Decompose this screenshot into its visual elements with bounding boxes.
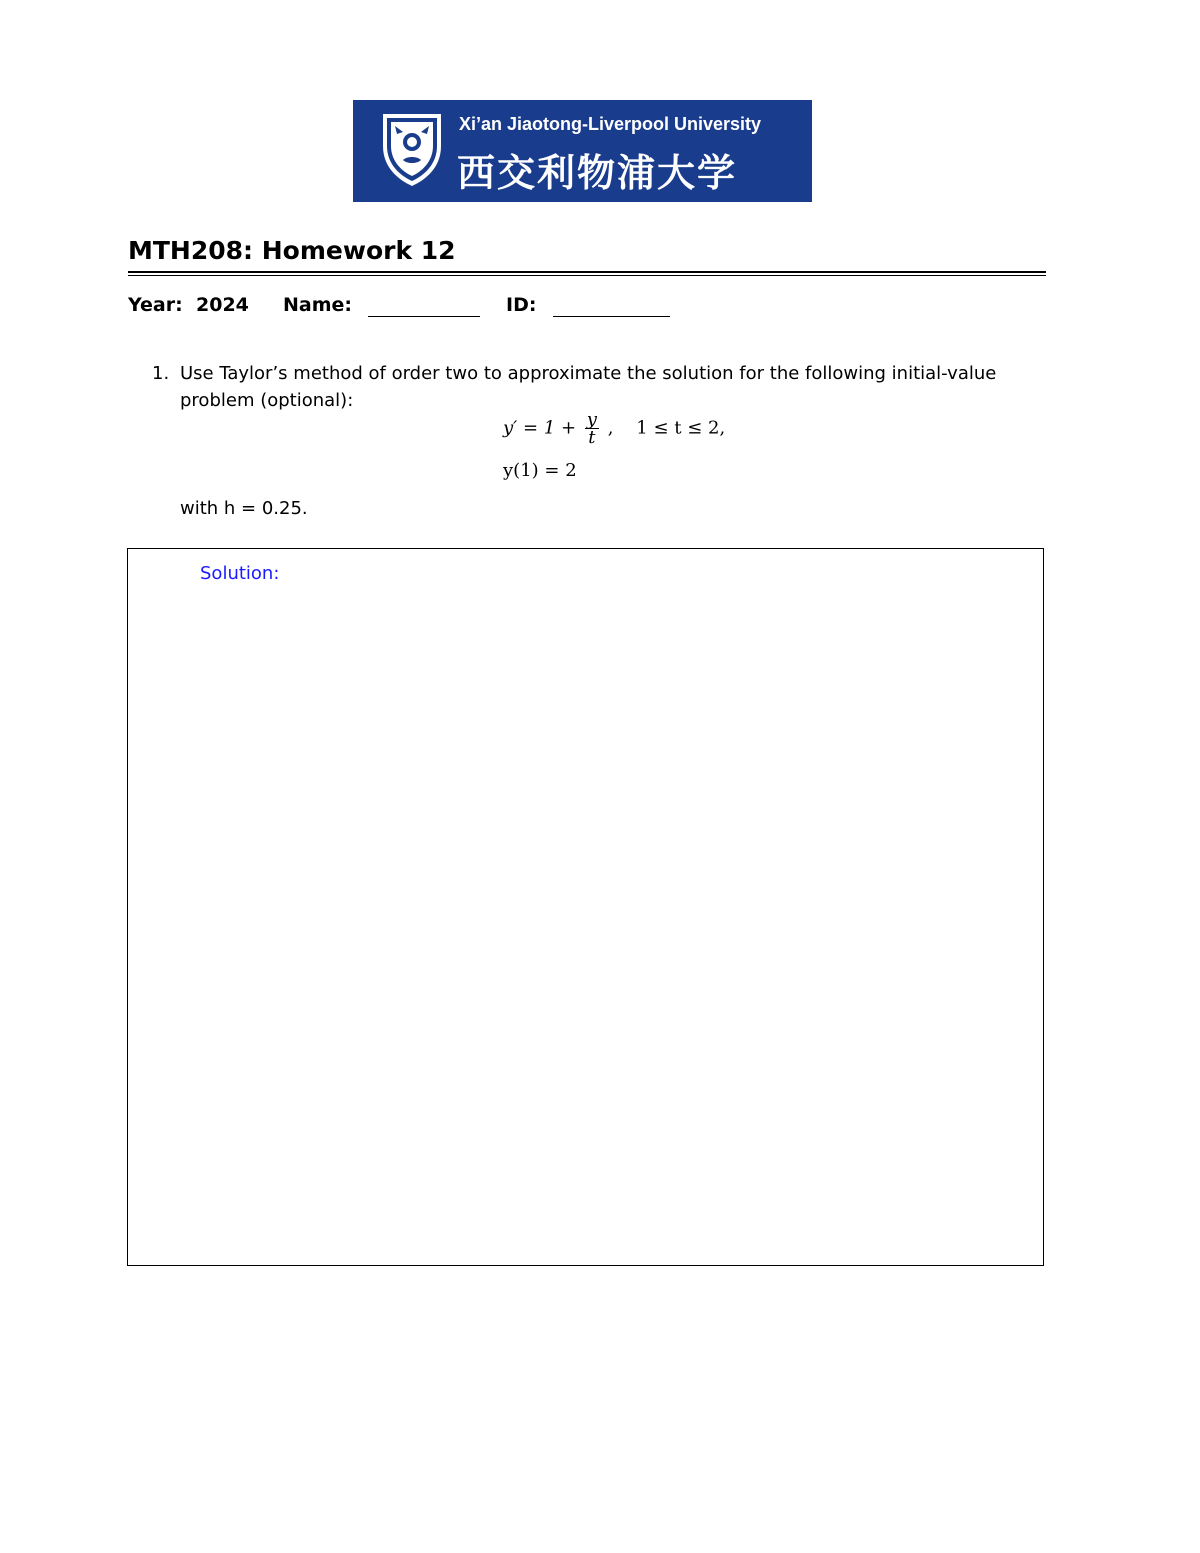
university-logo-banner (353, 100, 812, 202)
title-divider-thin (128, 275, 1046, 276)
id-label: ID: (506, 294, 537, 316)
year-label: Year: (128, 294, 183, 316)
title-divider (128, 271, 1046, 273)
university-english-name: Xi’an Jiaotong-Liverpool University (459, 114, 762, 134)
equation-ode-domain: , 1 ≤ t ≤ 2, (607, 417, 726, 439)
fraction-numerator: y (586, 409, 597, 430)
page-title: MTH208: Homework 12 (128, 236, 456, 265)
year-value: 2024 (196, 294, 249, 316)
equation-ode (503, 411, 725, 446)
solution-label: Solution: (200, 563, 280, 584)
university-chinese-name: 西交利物浦大学 (457, 150, 738, 195)
step-size-text: with h = 0.25. (180, 498, 308, 519)
solution-box[interactable] (127, 548, 1044, 1266)
name-blank[interactable] (368, 316, 480, 317)
question-text: Use Taylor’s method of order two to approximate the solution for the following initial-value problem (optional): (180, 363, 997, 411)
fraction-y-over-t (585, 411, 599, 446)
name-label: Name: (283, 294, 353, 316)
equation-initial-condition: y(1) = 2 (503, 460, 577, 481)
question-number: 1. (152, 363, 170, 384)
university-shield-icon (381, 112, 443, 188)
fraction-denominator: t (588, 427, 596, 448)
equation-ode-lhs: y′ = 1 + (503, 417, 577, 439)
id-blank[interactable] (553, 316, 670, 317)
